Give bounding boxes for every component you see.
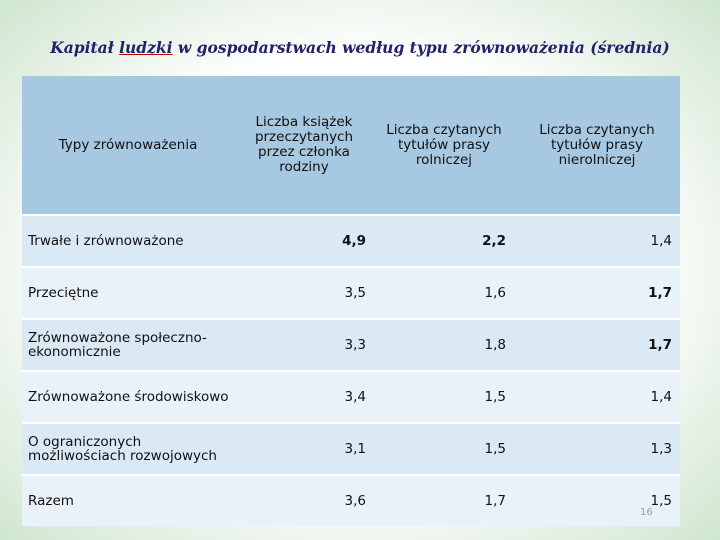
header-nonagri-press: Liczba czytanych tytułów prasy nierolniczej bbox=[514, 76, 680, 215]
cell-nonagri-press: 1,7 bbox=[514, 267, 680, 319]
cell-nonagri-press: 1,4 bbox=[514, 215, 680, 267]
title-underlined-word: ludzki bbox=[119, 38, 173, 57]
header-types: Typy zrównoważenia bbox=[22, 76, 234, 215]
data-table bbox=[22, 76, 680, 526]
data-table-container bbox=[22, 76, 680, 516]
cell-agri-press: 1,6 bbox=[374, 267, 514, 319]
title-prefix: Kapitał bbox=[50, 38, 120, 57]
cell-books: 3,1 bbox=[234, 423, 374, 475]
page-number: 16 bbox=[640, 507, 653, 518]
table-row bbox=[22, 475, 680, 526]
header-books: Liczba książek przeczytanych przez członka rodziny bbox=[234, 76, 374, 215]
cell-agri-press: 1,8 bbox=[374, 319, 514, 371]
title-rest: w gospodarstwach według typu zrównoważenia (średnia) bbox=[172, 38, 670, 57]
cell-agri-press: 2,2 bbox=[374, 215, 514, 267]
table-row bbox=[22, 215, 680, 267]
cell-nonagri-press: 1,5 bbox=[514, 475, 680, 526]
table-row bbox=[22, 371, 680, 423]
cell-books: 3,4 bbox=[234, 371, 374, 423]
cell-agri-press: 1,5 bbox=[374, 423, 514, 475]
table-row bbox=[22, 267, 680, 319]
row-label: Przeciętne bbox=[22, 267, 234, 319]
row-label: O ograniczonych możliwościach rozwojowych bbox=[22, 423, 234, 475]
cell-books: 3,6 bbox=[234, 475, 374, 526]
row-label: Razem bbox=[22, 475, 234, 526]
cell-books: 3,3 bbox=[234, 319, 374, 371]
row-label: Zrównoważone społeczno-ekonomicznie bbox=[22, 319, 234, 371]
cell-agri-press: 1,7 bbox=[374, 475, 514, 526]
cell-books: 3,5 bbox=[234, 267, 374, 319]
cell-books: 4,9 bbox=[234, 215, 374, 267]
cell-agri-press: 1,5 bbox=[374, 371, 514, 423]
table-row bbox=[22, 423, 680, 475]
row-label: Trwałe i zrównoważone bbox=[22, 215, 234, 267]
cell-nonagri-press: 1,3 bbox=[514, 423, 680, 475]
cell-nonagri-press: 1,4 bbox=[514, 371, 680, 423]
header-agri-press: Liczba czytanych tytułów prasy rolniczej bbox=[374, 76, 514, 215]
table-row bbox=[22, 319, 680, 371]
slide-title bbox=[0, 38, 720, 57]
table-header-row bbox=[22, 76, 680, 215]
cell-nonagri-press: 1,7 bbox=[514, 319, 680, 371]
row-label: Zrównoważone środowiskowo bbox=[22, 371, 234, 423]
